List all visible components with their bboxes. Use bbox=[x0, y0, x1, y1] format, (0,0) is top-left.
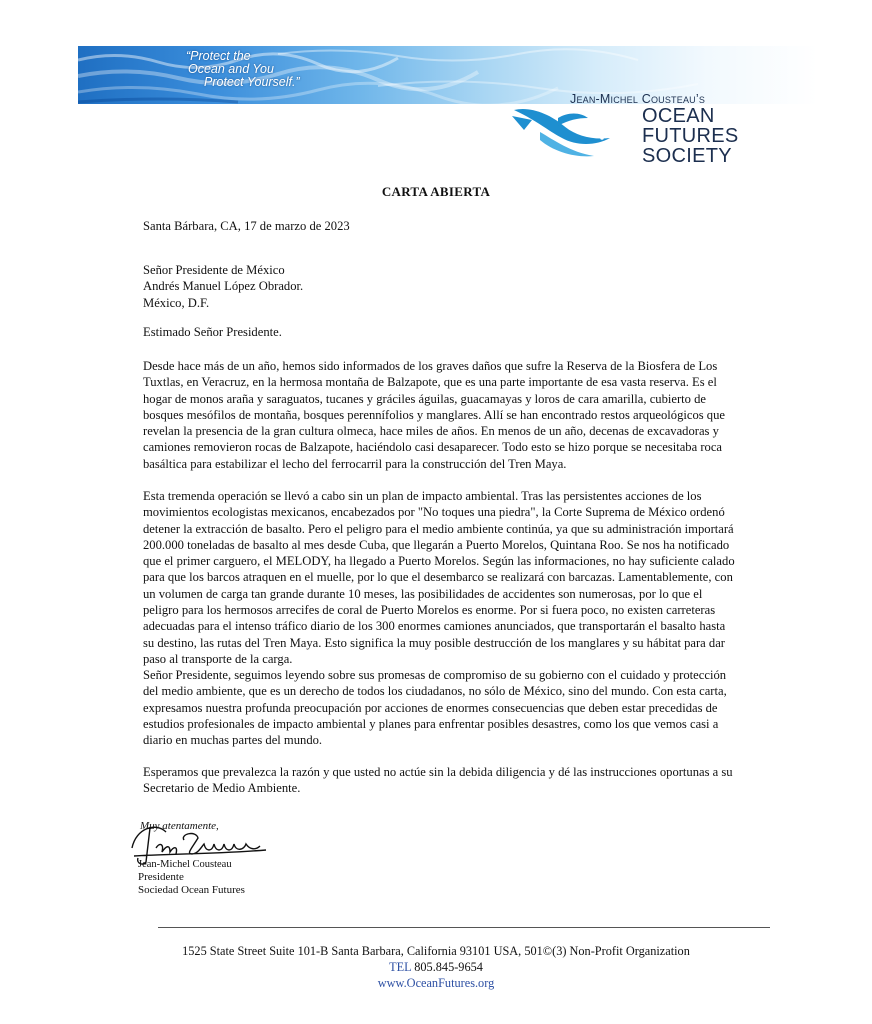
logo-top-line: Jean-Michel Cousteau’s bbox=[570, 92, 706, 106]
text-line: Tuxtlas, en Veracruz, en la hermosa montaña de Balzapote, que es una parte importante de esa vasta reserva. Es el bbox=[143, 375, 717, 390]
text-line: Secretario de Medio Ambiente. bbox=[143, 781, 301, 796]
paragraph-4 bbox=[143, 764, 763, 797]
text-line: Esta tremenda operación se llevó a cabo sin un plan de impacto ambiental. Tras las persistentes acciones de los bbox=[143, 489, 702, 503]
greeting: Estimado Señor Presidente. bbox=[143, 325, 282, 339]
website-link[interactable]: www.OceanFutures.org bbox=[377, 976, 495, 990]
text-line: paso al transporte de la carga. bbox=[143, 651, 293, 666]
footer-address: 1525 State Street Suite 101-B Santa Barbara, California 93101 USA, 501©(3) Non-Profit Organization bbox=[182, 944, 690, 958]
text-line: bosques mesófilos de montaña, bosques perennífolios y manglares. Allí se han encontrado restos arqueológicos que bbox=[143, 407, 725, 422]
address-line: México, D.F. bbox=[143, 295, 210, 310]
text-line: adecuadas para el intenso tráfico diario de los 300 enormes camiones anunciados, que transportarán el basalto hasta bbox=[143, 619, 726, 634]
address-line: Andrés Manuel López Obrador. bbox=[143, 279, 304, 294]
slogan-line-2: Ocean and You bbox=[188, 62, 274, 76]
text-line: expresamos nuestra profunda preocupación por acciones de enormes consecuencias que deben estar precedidas de bbox=[143, 700, 718, 715]
text-line: del medio ambiente, que es un derecho de todos los ciudadanos, no sólo de México, sino del mundo. Con esta carta, bbox=[143, 684, 727, 699]
text-line: Esperamos que prevalezca la razón y que usted no actúe sin la debida diligencia y dé las instrucciones oportunas a su bbox=[143, 765, 733, 779]
text-line: hogar de monos araña y saraguatos, tucanes y gráciles águilas, guacamayas y loros de cara amarilla, cubierto de bbox=[143, 391, 706, 406]
text-line: Desde hace más de un año, hemos sido informados de los graves daños que sufre la Reserva de la Biosfera de Los bbox=[143, 359, 718, 373]
signature-block bbox=[126, 818, 326, 898]
organization-logo bbox=[510, 92, 810, 182]
footer-divider bbox=[158, 927, 770, 928]
slogan bbox=[186, 50, 300, 89]
logo-text bbox=[570, 92, 739, 166]
text-line: diario en muchas partes del mundo. bbox=[143, 733, 323, 748]
logo-line-ocean: OCEAN bbox=[642, 105, 715, 127]
text-line: Señor Presidente, seguimos leyendo sobre sus promesas de compromiso de su gobierno con el cuidado y protección bbox=[143, 668, 727, 682]
text-line: movimientos ecologistas mexicanos, encabezados por "No toques una piedra", la Corte Suprema de México ordenó bbox=[143, 505, 725, 520]
text-line: detener la extracción de basalto. Pero el peligro para el medio ambiente continúa, ya que su administración importará bbox=[143, 521, 734, 536]
text-line: su destino, las rutas del Tren Maya. Esto significa la muy posible destrucción de los manglares y su hábitat para dar bbox=[143, 635, 725, 650]
text-line: estudios profesionales de impacto ambiental y planes para enfrentar posibles desastres, como los que vemos casi a bbox=[143, 716, 719, 731]
footer-phone bbox=[0, 960, 872, 975]
tel-label: TEL bbox=[389, 960, 412, 974]
paragraph-2 bbox=[143, 488, 763, 667]
address-line: Señor Presidente de México bbox=[143, 263, 285, 277]
text-line: que el primer carguero, el MELODY, ha llegado a Puerto Morelos. Según las informaciones, no hay suficiente calado bbox=[143, 554, 735, 569]
slogan-line-1: “Protect the bbox=[186, 49, 251, 63]
paragraph-1 bbox=[143, 358, 763, 472]
letter-date: Santa Bárbara, CA, 17 de marzo de 2023 bbox=[143, 219, 350, 233]
recipient-address bbox=[143, 262, 763, 311]
text-line: un volumen de carga tan grande durante 10 meses, las posibilidades de accidentes son numerosas, por lo que el bbox=[143, 586, 703, 601]
logo-line-society: SOCIETY bbox=[642, 145, 732, 167]
paragraph-3 bbox=[143, 667, 763, 748]
signer-title: Presidente bbox=[138, 871, 184, 883]
signer-org: Sociedad Ocean Futures bbox=[138, 884, 245, 896]
text-line: camiones removieron rocas de Balzapote, haciéndolo casi desaparecer. Todo esto se hizo porque se necesitaba roca bbox=[143, 440, 723, 455]
text-line: peligro para los hermosos arrecifes de coral de Puerto Morelos es enorme. Por si fuera poco, no existen carreteras bbox=[143, 603, 716, 618]
logo-line-futures: FUTURES bbox=[642, 125, 739, 147]
text-line: para que los barcos atraquen en el muelle, por lo que el desembarco se realizará con barcazas. Lamentablemente, con bbox=[143, 570, 733, 585]
text-line: revelan la presencia de la gran cultura olmeca, hace miles de años. En menos de un año, decenas de excavadoras y bbox=[143, 424, 719, 439]
signer-name: Jean-Michel Cousteau bbox=[138, 859, 232, 870]
closing: Muy atentamente, bbox=[140, 820, 219, 832]
slogan-line-3: Protect Yourself.” bbox=[204, 75, 300, 89]
text-line: 200.000 toneladas de basalto al mes desde Cuba, que llegarán a Puerto Morelos, Quintana Roo. Se nos ha notificado bbox=[143, 537, 730, 552]
signer-info bbox=[138, 858, 245, 897]
tel-number: 805.845-9654 bbox=[414, 960, 483, 974]
letter-title: CARTA ABIERTA bbox=[381, 184, 491, 199]
text-line: basáltica para estabilizar el lecho del ferrocarril para la construcción del Tren Maya. bbox=[143, 456, 567, 471]
